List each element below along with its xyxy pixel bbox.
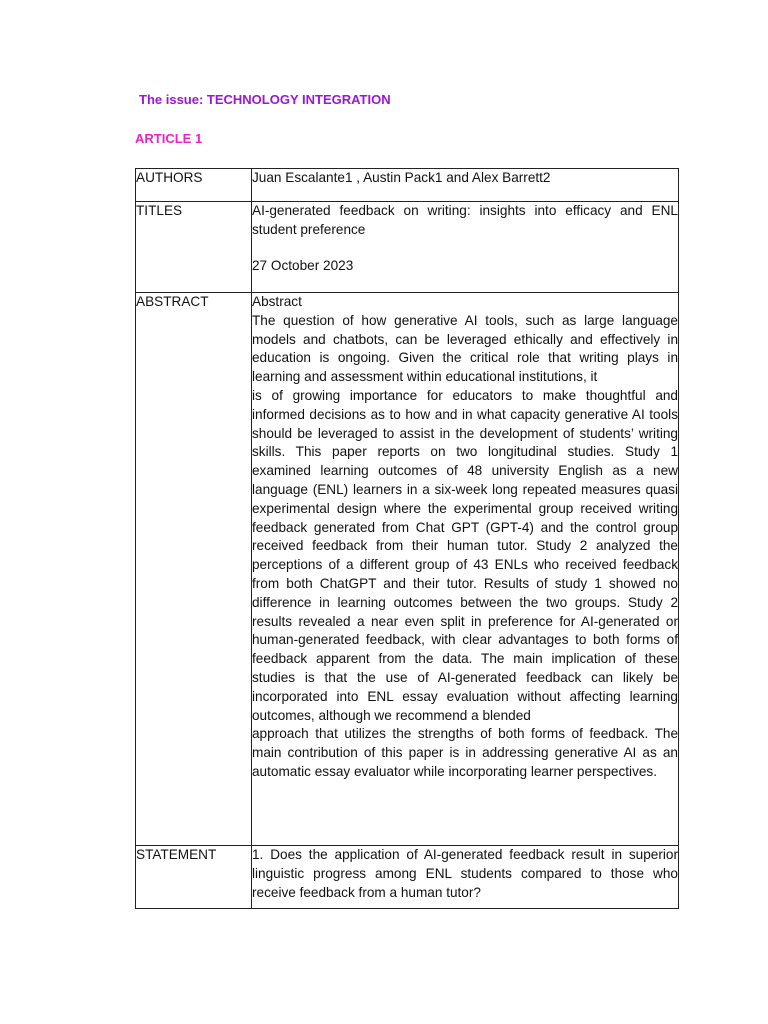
authors-label: AUTHORS [136, 169, 252, 202]
abstract-paragraph-2: is of growing importance for educators to make thoughtful and informed decisions as to how and in what capacity generative AI tools should be leveraged to assist in the development of students’ writing skills. This paper reports on two longitudinal studies. Study 1 examined learning outcomes of 48 university English as a new language (ENL) learners in a six-week long repeated measures quasi experimental design where the experimental group received writing feedback generated from Chat GPT (GPT-4) and the control group received feedback from their human tutor. Study 2 analyzed the perceptions of a different group of 43 ENLs who received feedback from both ChatGPT and their tutor. Results of study 1 showed no difference in learning outcomes between the two groups. Study 2 results revealed a near even split in preference for AI-generated or human-generated feedback, with clear advantages to both forms of feedback apparent from the data. The main implication of these studies is that the use of AI-generated feedback can likely be incorporated into ENL essay evaluation without affecting learning outcomes, although we recommend a blended [252, 387, 678, 723]
article-table [135, 168, 679, 909]
abstract-label: ABSTRACT [136, 293, 252, 846]
publication-date: 27 October 2023 [252, 257, 354, 273]
table-row-statement [136, 846, 679, 909]
abstract-heading: Abstract [252, 294, 302, 309]
statement-label: STATEMENT [136, 846, 252, 909]
article-heading: ARTICLE 1 [135, 131, 203, 146]
spacer [252, 240, 678, 257]
titles-label: TITLES [136, 202, 252, 293]
titles-cell [252, 202, 679, 293]
table-row-authors [136, 169, 679, 202]
table-row-titles [136, 202, 679, 293]
abstract-cell [252, 293, 679, 846]
article-title: AI-generated feedback on writing: insights into efficacy and ENL student preference [252, 203, 678, 237]
table-row-abstract [136, 293, 679, 846]
abstract-paragraph-1: The question of how generative AI tools, such as large language models and chatbots, can be leveraged ethically and effectively in education is ongoing. Given the critical role that writing plays in learning and assessment within educational institutions, it [252, 312, 678, 385]
authors-value: Juan Escalante1 , Austin Pack1 and Alex Barrett2 [252, 169, 679, 202]
statement-value: 1. Does the application of AI-generated feedback result in superior linguistic progress among ENL students compared to those who receive feedback from a human tutor? [252, 846, 679, 909]
issue-heading: The issue: TECHNOLOGY INTEGRATION [139, 92, 391, 107]
abstract-paragraph-3: approach that utilizes the strengths of both forms of feedback. The main contribution of this paper is in addressing generative AI as an automatic essay evaluator while incorporating learner perspectives. [252, 726, 678, 779]
